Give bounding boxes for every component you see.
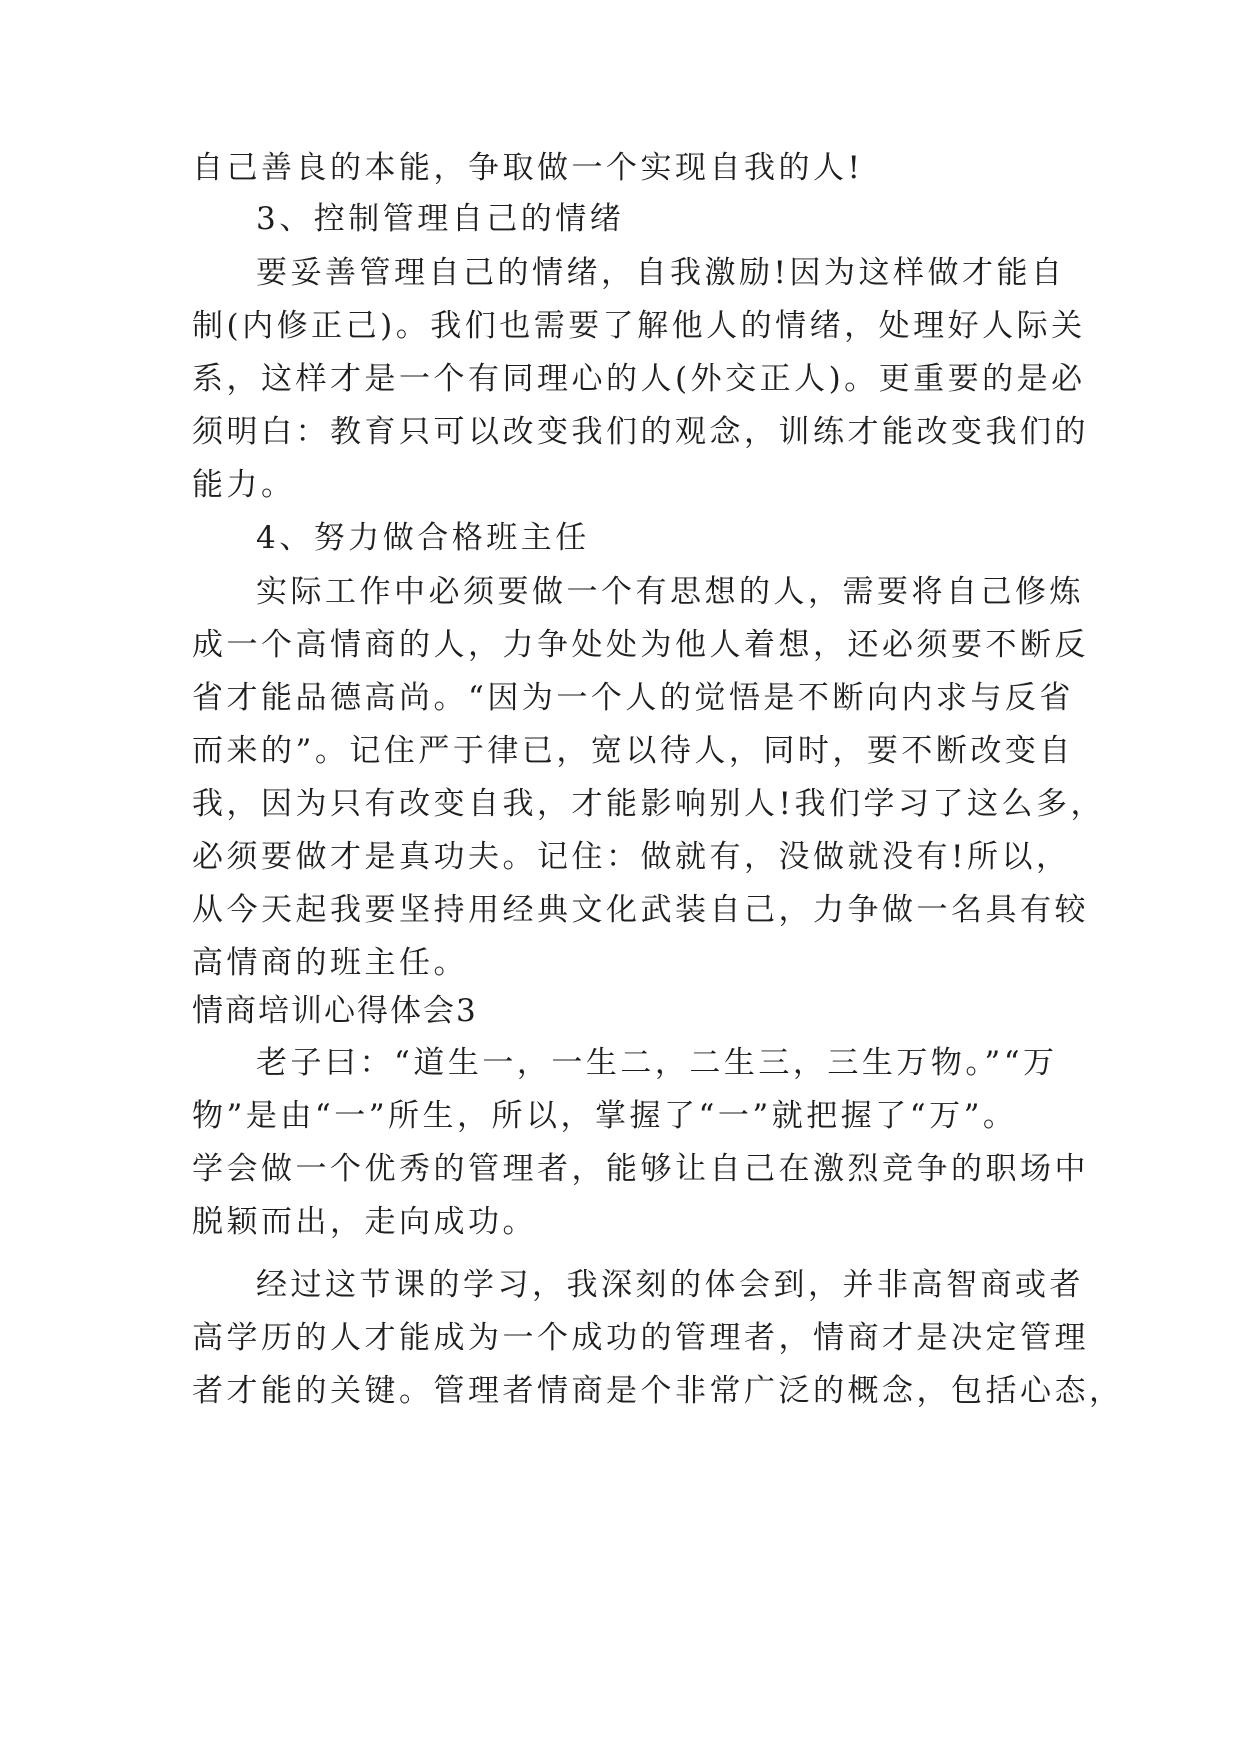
paragraph-line: 物”是由“一”所生，所以，掌握了“一”就把握了“万”。 xyxy=(192,1098,1018,1134)
paragraph-line: 要妥善管理自己的情绪，自我激励!因为这样做才能自 xyxy=(256,255,1066,291)
section-heading: 3、控制管理自己的情绪 xyxy=(256,201,625,237)
paragraph-line: 系，这样才是一个有同理心的人(外交正人)。更重要的是必 xyxy=(192,361,1086,397)
paragraph-line: 制(内修正己)。我们也需要了解他人的情绪，处理好人际关 xyxy=(192,308,1086,344)
section-heading: 4、努力做合格班主任 xyxy=(256,520,590,556)
paragraph-line: 实际工作中必须要做一个有思想的人，需要将自己修炼 xyxy=(256,574,1084,610)
paragraph-line: 须明白：教育只可以改变我们的观念，训练才能改变我们的 xyxy=(192,414,1089,450)
paragraph-line: 老子曰：“道生一，一生二，二生三，三生万物。”“万 xyxy=(256,1045,1058,1081)
paragraph-line: 我，因为只有改变自我，才能影响别人!我们学习了这么多， xyxy=(192,786,1105,822)
paragraph-line: 脱颖而出，走向成功。 xyxy=(192,1204,537,1240)
paragraph-line: 成一个高情商的人，力争处处为他人着想，还必须要不断反 xyxy=(192,627,1089,663)
paragraph-line: 省才能品德高尚。“因为一个人的觉悟是不断向内求与反省 xyxy=(192,680,1074,716)
paragraph-line: 能力。 xyxy=(192,467,296,503)
paragraph-line: 学会做一个优秀的管理者，能够让自己在激烈竞争的职场中 xyxy=(192,1151,1089,1187)
paragraph-line: 者才能的关键。管理者情商是个非常广泛的概念，包括心态， xyxy=(192,1373,1124,1409)
paragraph-line: 高学历的人才能成为一个成功的管理者，情商才是决定管理 xyxy=(192,1320,1089,1356)
paragraph-line: 高情商的班主任。 xyxy=(192,945,468,981)
paragraph-line: 必须要做才是真功夫。记住：做就有，没做就没有!所以， xyxy=(192,839,1071,875)
paragraph-line: 自己善良的本能，争取做一个实现自我的人! xyxy=(192,150,864,186)
paragraph-line: 而来的”。记住严于律已，宽以待人，同时，要不断改变自 xyxy=(192,733,1074,769)
paragraph-line: 从今天起我要坚持用经典文化武装自己，力争做一名具有较 xyxy=(192,892,1089,928)
paragraph-line: 经过这节课的学习，我深刻的体会到，并非高智商或者 xyxy=(256,1267,1084,1303)
article-title: 情商培训心得体会3 xyxy=(192,993,478,1029)
